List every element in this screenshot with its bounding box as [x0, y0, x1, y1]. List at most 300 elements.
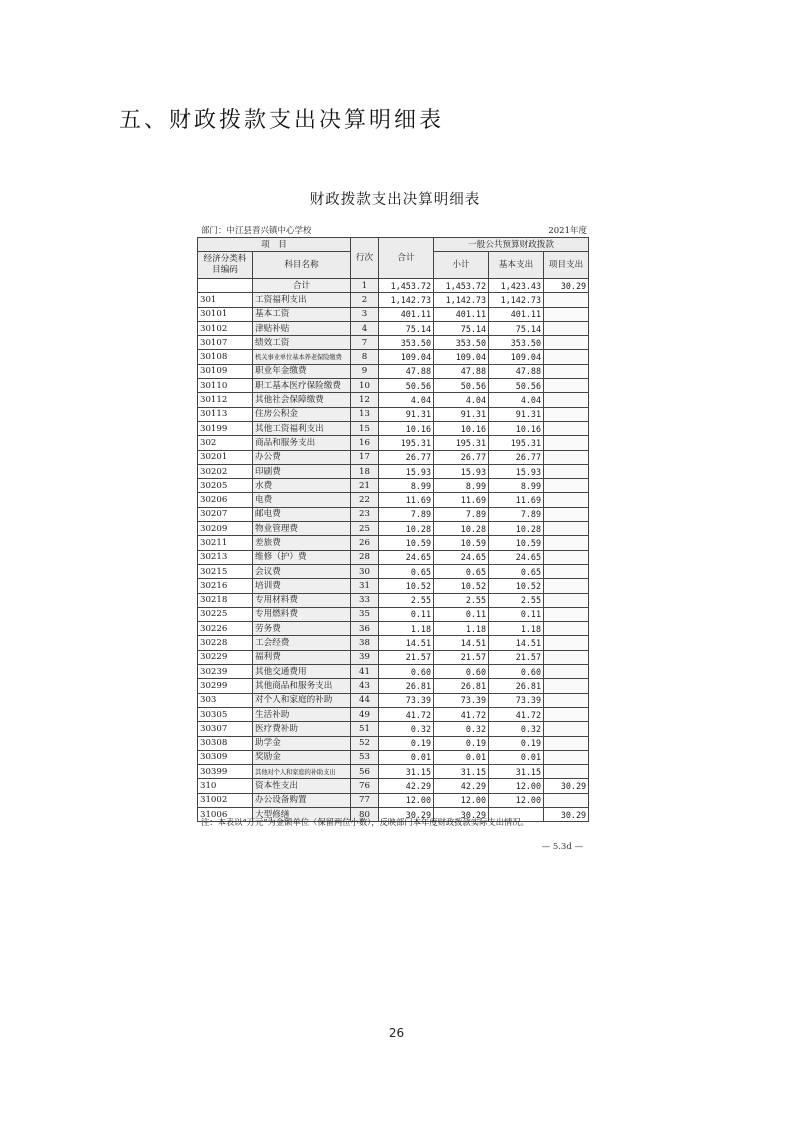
basic-expense-cell: 401.11: [489, 307, 544, 321]
subtotal-amount-cell: 21.57: [434, 650, 489, 664]
project-expense-cell: [544, 407, 589, 421]
account-code-cell: 30228: [198, 636, 253, 650]
header-total: 合计: [379, 238, 434, 279]
subtotal-amount-cell: 47.88: [434, 364, 489, 378]
basic-expense-cell: 1,423.43: [489, 279, 544, 293]
line-number-cell: 26: [351, 536, 379, 550]
account-code-cell: 30109: [198, 364, 253, 378]
line-number-cell: 41: [351, 665, 379, 679]
table-row: [198, 536, 589, 550]
account-name-cell: 邮电费: [253, 507, 351, 521]
account-name-cell: 机关事业单位基本养老保险缴费: [253, 350, 351, 364]
account-name-cell: 其他社会保障缴费: [253, 393, 351, 407]
subtotal-amount-cell: 0.60: [434, 665, 489, 679]
account-code-cell: 30305: [198, 707, 253, 721]
line-number-cell: 30: [351, 564, 379, 578]
table-meta: [201, 225, 587, 237]
account-code-cell: 30218: [198, 593, 253, 607]
account-name-cell: 福利费: [253, 650, 351, 664]
total-amount-cell: 353.50: [379, 336, 434, 350]
account-code-cell: 30108: [198, 350, 253, 364]
table-row: [198, 464, 589, 478]
project-expense-cell: [544, 736, 589, 750]
table-row: [198, 293, 589, 307]
basic-expense-cell: 26.81: [489, 679, 544, 693]
account-code-cell: 30226: [198, 622, 253, 636]
line-number-cell: 44: [351, 693, 379, 707]
project-expense-cell: [544, 650, 589, 664]
subtotal-amount-cell: 12.00: [434, 793, 489, 807]
table-row: [198, 579, 589, 593]
basic-expense-cell: 195.31: [489, 436, 544, 450]
project-expense-cell: [544, 336, 589, 350]
table-row: [198, 364, 589, 378]
scan-page-mark: — 5.3d —: [541, 842, 583, 852]
table-row: [198, 636, 589, 650]
account-name-cell: 商品和服务支出: [253, 436, 351, 450]
account-code-cell: 30207: [198, 507, 253, 521]
total-amount-cell: 42.29: [379, 779, 434, 793]
subtotal-amount-cell: 0.65: [434, 564, 489, 578]
table-row: [198, 550, 589, 564]
table-row-total: [198, 279, 589, 293]
line-number-cell: 8: [351, 350, 379, 364]
basic-expense-cell: 50.56: [489, 379, 544, 393]
account-name-cell: 其他对个人和家庭的补助支出: [253, 765, 351, 779]
account-code-cell: 303: [198, 693, 253, 707]
basic-expense-cell: 2.55: [489, 593, 544, 607]
total-amount-cell: 75.14: [379, 321, 434, 335]
subtotal-amount-cell: 1,142.73: [434, 293, 489, 307]
line-number-cell: 23: [351, 507, 379, 521]
account-code-cell: [198, 279, 253, 293]
account-code-cell: 30309: [198, 750, 253, 764]
account-name-cell: 维修（护）费: [253, 550, 351, 564]
subtotal-amount-cell: 7.89: [434, 507, 489, 521]
total-amount-cell: 8.99: [379, 479, 434, 493]
header-general-budget: 一般公共预算财政拨款: [434, 238, 589, 252]
project-expense-cell: [544, 536, 589, 550]
account-name-cell: 会议费: [253, 564, 351, 578]
account-name-cell: 职业年金缴费: [253, 364, 351, 378]
project-expense-cell: [544, 607, 589, 621]
line-number-cell: 31: [351, 579, 379, 593]
table-row: [198, 622, 589, 636]
total-amount-cell: 1.18: [379, 622, 434, 636]
table-row: [198, 765, 589, 779]
project-expense-cell: [544, 321, 589, 335]
line-number-cell: 36: [351, 622, 379, 636]
total-amount-cell: 195.31: [379, 436, 434, 450]
project-expense-cell: [544, 450, 589, 464]
line-number-cell: 1: [351, 279, 379, 293]
account-name-cell: 绩效工资: [253, 336, 351, 350]
subtotal-amount-cell: 401.11: [434, 307, 489, 321]
header-basic: 基本支出: [489, 252, 544, 279]
subtotal-amount-cell: 10.28: [434, 522, 489, 536]
header-row-1: [198, 238, 589, 252]
total-amount-cell: 12.00: [379, 793, 434, 807]
total-amount-cell: 41.72: [379, 707, 434, 721]
account-code-cell: 30112: [198, 393, 253, 407]
account-name-cell: 其他交通费用: [253, 665, 351, 679]
subtotal-amount-cell: 8.99: [434, 479, 489, 493]
line-number-cell: 16: [351, 436, 379, 450]
line-number-cell: 18: [351, 464, 379, 478]
total-amount-cell: 26.81: [379, 679, 434, 693]
line-number-cell: 25: [351, 522, 379, 536]
basic-expense-cell: 91.31: [489, 407, 544, 421]
table-row: [198, 436, 589, 450]
total-amount-cell: 50.56: [379, 379, 434, 393]
account-code-cell: 30205: [198, 479, 253, 493]
line-number-cell: 9: [351, 364, 379, 378]
account-name-cell: 工资福利支出: [253, 293, 351, 307]
subtotal-amount-cell: 26.77: [434, 450, 489, 464]
total-amount-cell: 11.69: [379, 493, 434, 507]
account-code-cell: 30307: [198, 722, 253, 736]
account-name-cell: 办公设备购置: [253, 793, 351, 807]
project-expense-cell: [544, 579, 589, 593]
page-number: 26: [388, 1026, 405, 1040]
table-row: [198, 707, 589, 721]
table-row: [198, 679, 589, 693]
basic-expense-cell: 10.59: [489, 536, 544, 550]
project-expense-cell: [544, 765, 589, 779]
table-row: [198, 493, 589, 507]
project-expense-cell: [544, 707, 589, 721]
account-code-cell: 30239: [198, 665, 253, 679]
line-number-cell: 17: [351, 450, 379, 464]
line-number-cell: 77: [351, 793, 379, 807]
line-number-cell: 7: [351, 336, 379, 350]
account-name-cell: 对个人和家庭的补助: [253, 693, 351, 707]
line-number-cell: 43: [351, 679, 379, 693]
account-name-cell: 培训费: [253, 579, 351, 593]
project-expense-cell: [544, 665, 589, 679]
table-row: [198, 350, 589, 364]
basic-expense-cell: 8.99: [489, 479, 544, 493]
header-project: 项目支出: [544, 252, 589, 279]
table-row: [198, 507, 589, 521]
account-name-cell: 物业管理费: [253, 522, 351, 536]
account-name-cell: 印刷费: [253, 464, 351, 478]
total-amount-cell: 0.19: [379, 736, 434, 750]
total-amount-cell: 14.51: [379, 636, 434, 650]
account-name-cell: 职工基本医疗保险缴费: [253, 379, 351, 393]
subtotal-amount-cell: 0.01: [434, 750, 489, 764]
basic-expense-cell: 47.88: [489, 364, 544, 378]
account-name-cell: 奖励金: [253, 750, 351, 764]
line-number-cell: 51: [351, 722, 379, 736]
basic-expense-cell: 24.65: [489, 550, 544, 564]
subtotal-amount-cell: 24.65: [434, 550, 489, 564]
subtotal-amount-cell: 0.32: [434, 722, 489, 736]
basic-expense-cell: 12.00: [489, 779, 544, 793]
table-row: [198, 307, 589, 321]
subtotal-amount-cell: 109.04: [434, 350, 489, 364]
table-row: [198, 750, 589, 764]
line-number-cell: 13: [351, 407, 379, 421]
table-title: 财政拨款支出决算明细表: [309, 192, 481, 208]
table-row: [198, 722, 589, 736]
total-amount-cell: 1,142.73: [379, 293, 434, 307]
subtotal-amount-cell: 10.59: [434, 536, 489, 550]
subtotal-amount-cell: 14.51: [434, 636, 489, 650]
subtotal-amount-cell: 42.29: [434, 779, 489, 793]
account-code-cell: 30215: [198, 564, 253, 578]
table-row: [198, 522, 589, 536]
account-code-cell: 30308: [198, 736, 253, 750]
account-code-cell: 30201: [198, 450, 253, 464]
department-label: 部门：中江县晋兴镇中心学校: [201, 226, 312, 236]
account-code-cell: 30199: [198, 421, 253, 435]
basic-expense-cell: 26.77: [489, 450, 544, 464]
basic-expense-cell: 10.16: [489, 421, 544, 435]
project-expense-cell: [544, 593, 589, 607]
account-code-cell: 31002: [198, 793, 253, 807]
account-name-cell: 水费: [253, 479, 351, 493]
table-row: [198, 793, 589, 807]
basic-expense-cell: 0.11: [489, 607, 544, 621]
basic-expense-cell: 14.51: [489, 636, 544, 650]
account-code-cell: 30229: [198, 650, 253, 664]
account-code-cell: 30102: [198, 321, 253, 335]
account-code-cell: 30216: [198, 579, 253, 593]
table-row: [198, 593, 589, 607]
project-expense-cell: [544, 679, 589, 693]
line-number-cell: 76: [351, 779, 379, 793]
line-number-cell: 80: [351, 807, 379, 821]
table-row: [198, 407, 589, 421]
total-amount-cell: 47.88: [379, 364, 434, 378]
basic-expense-cell: 21.57: [489, 650, 544, 664]
total-amount-cell: 21.57: [379, 650, 434, 664]
account-code-cell: 30110: [198, 379, 253, 393]
total-amount-cell: 4.04: [379, 393, 434, 407]
project-expense-cell: [544, 293, 589, 307]
project-expense-cell: [544, 636, 589, 650]
line-number-cell: 3: [351, 307, 379, 321]
section-heading: 五、财政拨款支出决算明细表: [119, 108, 445, 133]
header-name: 科目名称: [253, 252, 351, 279]
project-expense-cell: [544, 522, 589, 536]
scanned-table-page: [197, 186, 593, 866]
subtotal-amount-cell: 91.31: [434, 407, 489, 421]
table-row: [198, 421, 589, 435]
total-amount-cell: 24.65: [379, 550, 434, 564]
basic-expense-cell: 15.93: [489, 464, 544, 478]
line-number-cell: 39: [351, 650, 379, 664]
subtotal-amount-cell: 0.11: [434, 607, 489, 621]
table-row: [198, 479, 589, 493]
basic-expense-cell: 12.00: [489, 793, 544, 807]
header-line: 行次: [351, 238, 379, 279]
subtotal-amount-cell: 15.93: [434, 464, 489, 478]
account-code-cell: 30202: [198, 464, 253, 478]
basic-expense-cell: 10.28: [489, 522, 544, 536]
project-expense-cell: [544, 393, 589, 407]
subtotal-amount-cell: 75.14: [434, 321, 489, 335]
account-code-cell: 30113: [198, 407, 253, 421]
account-name-cell: 电费: [253, 493, 351, 507]
account-name-cell: 其他工资福利支出: [253, 421, 351, 435]
table-row: [198, 779, 589, 793]
total-amount-cell: 15.93: [379, 464, 434, 478]
total-amount-cell: 7.89: [379, 507, 434, 521]
table-row: [198, 336, 589, 350]
basic-expense-cell: 4.04: [489, 393, 544, 407]
line-number-cell: 2: [351, 293, 379, 307]
project-expense-cell: [544, 364, 589, 378]
project-expense-cell: [544, 693, 589, 707]
subtotal-amount-cell: 11.69: [434, 493, 489, 507]
table-row: [198, 321, 589, 335]
line-number-cell: 28: [351, 550, 379, 564]
table-row: [198, 607, 589, 621]
subtotal-amount-cell: 73.39: [434, 693, 489, 707]
subtotal-amount-cell: 30.29: [434, 807, 489, 821]
subtotal-amount-cell: 10.52: [434, 579, 489, 593]
project-expense-cell: 30.29: [544, 779, 589, 793]
table-row: [198, 693, 589, 707]
total-amount-cell: 0.32: [379, 722, 434, 736]
project-expense-cell: [544, 750, 589, 764]
project-expense-cell: [544, 793, 589, 807]
total-amount-cell: 10.52: [379, 579, 434, 593]
line-number-cell: 15: [351, 421, 379, 435]
subtotal-amount-cell: 31.15: [434, 765, 489, 779]
line-number-cell: 4: [351, 321, 379, 335]
basic-expense-cell: 10.52: [489, 579, 544, 593]
total-amount-cell: 401.11: [379, 307, 434, 321]
account-code-cell: 30225: [198, 607, 253, 621]
account-name-cell: 医疗费补助: [253, 722, 351, 736]
basic-expense-cell: 7.89: [489, 507, 544, 521]
total-amount-cell: 30.29: [379, 807, 434, 821]
line-number-cell: 33: [351, 593, 379, 607]
account-name-cell: 专用材料费: [253, 593, 351, 607]
line-number-cell: 21: [351, 479, 379, 493]
line-number-cell: 49: [351, 707, 379, 721]
account-code-cell: 302: [198, 436, 253, 450]
line-number-cell: 12: [351, 393, 379, 407]
basic-expense-cell: 1,142.73: [489, 293, 544, 307]
basic-expense-cell: 75.14: [489, 321, 544, 335]
basic-expense-cell: 109.04: [489, 350, 544, 364]
table-row: [198, 379, 589, 393]
account-code-cell: 30211: [198, 536, 253, 550]
project-expense-cell: [544, 550, 589, 564]
line-number-cell: 56: [351, 765, 379, 779]
project-expense-cell: [544, 421, 589, 435]
account-code-cell: 301: [198, 293, 253, 307]
basic-expense-cell: 1.18: [489, 622, 544, 636]
account-name-cell: 差旅费: [253, 536, 351, 550]
project-expense-cell: 30.29: [544, 279, 589, 293]
basic-expense-cell: 31.15: [489, 765, 544, 779]
total-amount-cell: 0.60: [379, 665, 434, 679]
account-name-cell: 劳务费: [253, 622, 351, 636]
account-name-cell: 专用燃料费: [253, 607, 351, 621]
account-code-cell: 30213: [198, 550, 253, 564]
total-amount-cell: 0.01: [379, 750, 434, 764]
total-amount-cell: 10.28: [379, 522, 434, 536]
table-note: 注：本表以“万元”为金额单位（保留两位小数），反映部门本年度财政拨款实际支出情况。: [201, 817, 529, 827]
subtotal-amount-cell: 2.55: [434, 593, 489, 607]
account-name-cell: 津贴补贴: [253, 321, 351, 335]
subtotal-amount-cell: 1.18: [434, 622, 489, 636]
project-expense-cell: 30.29: [544, 807, 589, 821]
fiscal-year-label: 2021年度: [548, 226, 587, 236]
total-amount-cell: 26.77: [379, 450, 434, 464]
table-row: [198, 665, 589, 679]
project-expense-cell: [544, 564, 589, 578]
account-name-cell: 合计: [253, 279, 351, 293]
expenditure-table: [197, 237, 589, 822]
basic-expense-cell: 0.32: [489, 722, 544, 736]
basic-expense-cell: 0.01: [489, 750, 544, 764]
account-name-cell: 住房公积金: [253, 407, 351, 421]
account-code-cell: 30107: [198, 336, 253, 350]
subtotal-amount-cell: 353.50: [434, 336, 489, 350]
basic-expense-cell: 11.69: [489, 493, 544, 507]
basic-expense-cell: 73.39: [489, 693, 544, 707]
project-expense-cell: [544, 350, 589, 364]
project-expense-cell: [544, 379, 589, 393]
line-number-cell: 52: [351, 736, 379, 750]
basic-expense-cell: 0.19: [489, 736, 544, 750]
total-amount-cell: 91.31: [379, 407, 434, 421]
subtotal-amount-cell: 0.19: [434, 736, 489, 750]
project-expense-cell: [544, 464, 589, 478]
account-code-cell: 30399: [198, 765, 253, 779]
account-name-cell: 资本性支出: [253, 779, 351, 793]
account-code-cell: 31006: [198, 807, 253, 821]
line-number-cell: 53: [351, 750, 379, 764]
account-code-cell: 30101: [198, 307, 253, 321]
line-number-cell: 22: [351, 493, 379, 507]
subtotal-amount-cell: 50.56: [434, 379, 489, 393]
basic-expense-cell: 353.50: [489, 336, 544, 350]
total-amount-cell: 0.65: [379, 564, 434, 578]
account-name-cell: 办公费: [253, 450, 351, 464]
total-amount-cell: 109.04: [379, 350, 434, 364]
line-number-cell: 38: [351, 636, 379, 650]
project-expense-cell: [544, 479, 589, 493]
total-amount-cell: 10.59: [379, 536, 434, 550]
account-code-cell: 30209: [198, 522, 253, 536]
table-row: [198, 564, 589, 578]
total-amount-cell: 73.39: [379, 693, 434, 707]
header-item: 项 目: [198, 238, 351, 252]
project-expense-cell: [544, 307, 589, 321]
project-expense-cell: [544, 436, 589, 450]
account-code-cell: 30206: [198, 493, 253, 507]
total-amount-cell: 1,453.72: [379, 279, 434, 293]
table-row: [198, 650, 589, 664]
subtotal-amount-cell: 26.81: [434, 679, 489, 693]
table-row: [198, 450, 589, 464]
project-expense-cell: [544, 507, 589, 521]
line-number-cell: 35: [351, 607, 379, 621]
line-number-cell: 10: [351, 379, 379, 393]
account-name-cell: 大型修缮: [253, 807, 351, 821]
header-subtotal: 小计: [434, 252, 489, 279]
subtotal-amount-cell: 1,453.72: [434, 279, 489, 293]
table-row: [198, 736, 589, 750]
basic-expense-cell: 0.65: [489, 564, 544, 578]
